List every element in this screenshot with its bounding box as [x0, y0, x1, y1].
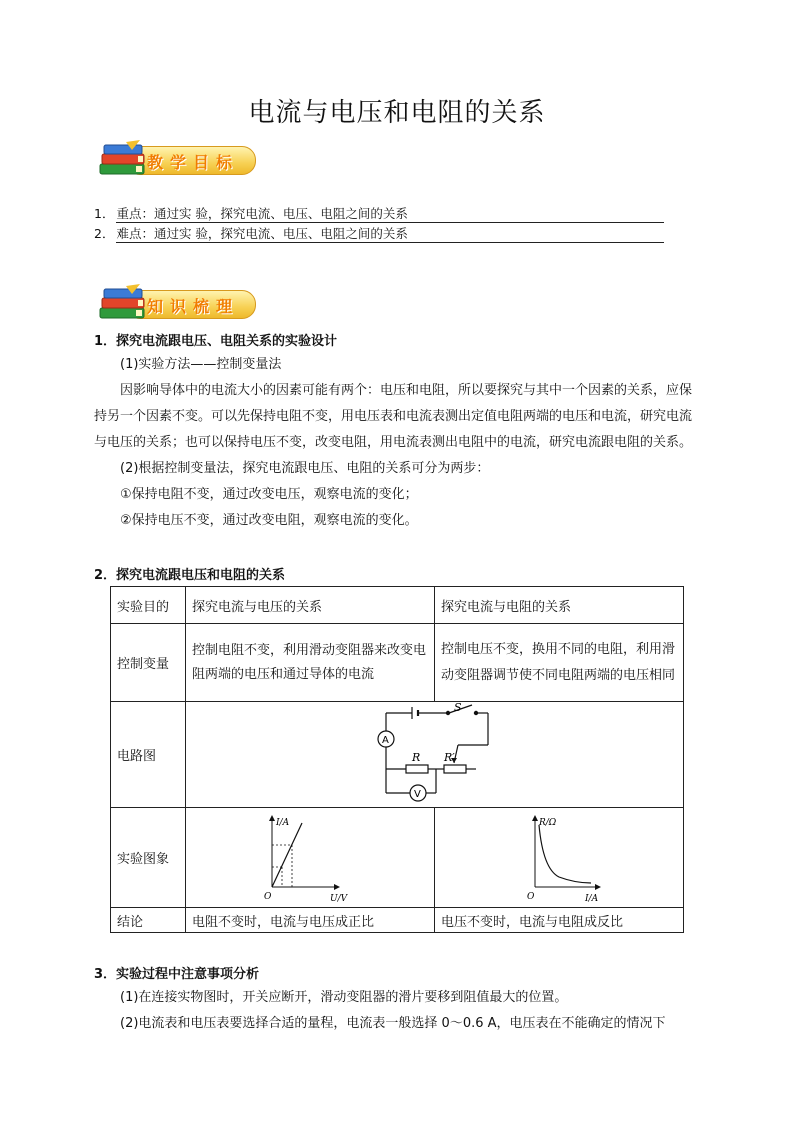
table-cell: 控制电压不变，换用不同的电阻，利用滑动变阻器调节使不同电阻两端的电压相同: [435, 624, 684, 702]
banner-label: 知识梳理: [147, 297, 240, 316]
section-heading: 1．探究电流跟电压、电阻关系的实验设计: [94, 334, 338, 349]
inverse-curve: [539, 825, 591, 883]
graph-resistance-current: [435, 809, 683, 907]
table-cell: 电路图: [111, 702, 186, 808]
voltmeter-icon: V: [414, 788, 421, 800]
page-title: 电流与电压和电阻的关系: [248, 98, 546, 128]
origin-label: O: [527, 891, 535, 902]
table-row: [111, 808, 684, 908]
table-row: [111, 908, 684, 933]
banner-label: 教学目标: [147, 153, 240, 172]
graph-current-voltage: [186, 809, 434, 907]
resistor-label: R: [412, 750, 421, 764]
graph-cell: [186, 808, 435, 908]
table-cell: 控制变量: [111, 624, 186, 702]
table-cell: 实验图象: [111, 808, 186, 908]
section-banner-knowledge: [96, 284, 261, 324]
circuit-diagram: [186, 703, 682, 807]
section-heading: 3．实验过程中注意事项分析: [94, 967, 260, 982]
goal-item: 2． 难点：通过实 验，探究电流、电压、电阻之间的关系: [94, 224, 700, 243]
table-cell: 电压不变时，电流与电阻成反比: [435, 908, 684, 933]
table-cell: 电阻不变时，电流与电压成正比: [186, 908, 435, 933]
table-cell: 结论: [111, 908, 186, 933]
circuit-cell: [186, 702, 684, 808]
x-axis-label: U/V: [330, 893, 348, 904]
books-icon: [96, 140, 156, 180]
y-axis-label: R/Ω: [539, 817, 557, 828]
ammeter-icon: A: [382, 734, 389, 746]
table-row: [111, 587, 684, 624]
goal-item: 1． 重点：通过实 验，探究电流、电压、电阻之间的关系: [94, 204, 700, 223]
table-cell: 探究电流与电压的关系: [186, 587, 435, 624]
experiment-table: [110, 586, 684, 933]
origin-label: O: [264, 891, 272, 902]
proportional-line: [272, 823, 302, 887]
graph-cell: [435, 808, 684, 908]
rheostat-label: R′: [444, 750, 455, 764]
y-axis-label: I/A: [276, 817, 290, 828]
table-row: [111, 702, 684, 808]
section-banner-goals: [96, 140, 261, 180]
table-row: [111, 624, 684, 702]
books-icon: [96, 284, 156, 324]
section-body: (1)在连接实物图时，开关应断开，滑动变阻器的滑片要移到阻值最大的位置。 (2)电流表和电压表要选择合适的量程，电流表一般选择 0～0.6 A，电压表在不能确定的情况下: [120, 990, 666, 1031]
x-axis-label: I/A: [585, 893, 599, 904]
section-body: (1)实验方法——控制变量法 因影响导体中的电流大小的因素可能有两个：电压和电阻，所以要探究与其中一个因素的关系，应保持另一个因素不变。可以先保持电阻不变，用电压表和电流表测出定值电阻两端的电压和电流，研究电流与电压的关系；也可以保持电压不变，改变电阻，用电流表测出电阻中的电流，研究电流跟电阻的关系。 (2)根据控制变量法，探究电流跟电压、电阻的关系可分为两步： ①保持电阻不变，通过改变电压，观察电流的变化； ②保持电压不变，通过改变电阻，观察电流的变化。: [94, 357, 693, 528]
table-cell: 控制电阻不变，利用滑动变阻器来改变电阻两端的电压和通过导体的电流: [186, 624, 435, 702]
table-cell: 实验目的: [111, 587, 186, 624]
section-heading: 2．探究电流跟电压和电阻的关系: [94, 568, 286, 583]
switch-label: S: [454, 702, 462, 714]
table-cell: 探究电流与电阻的关系: [435, 587, 684, 624]
